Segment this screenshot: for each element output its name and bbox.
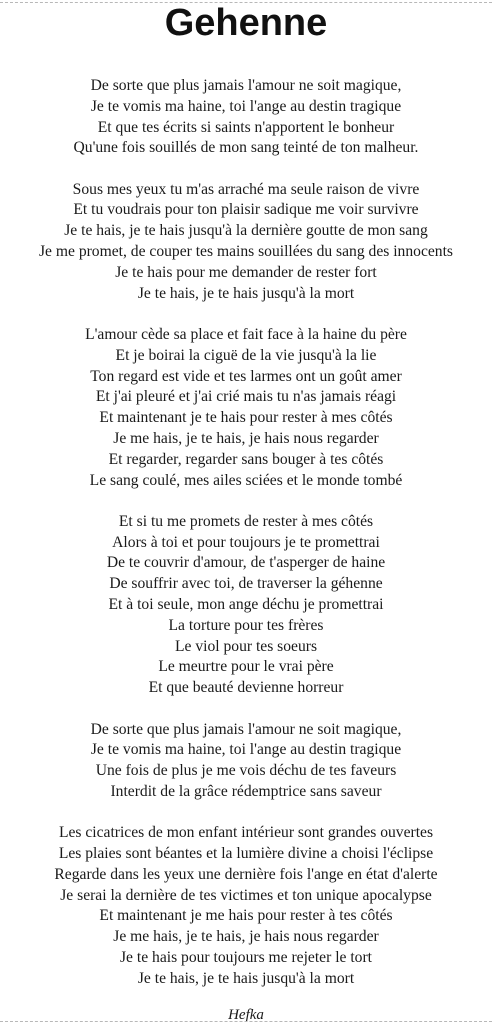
poem-line: Alors à toi et pour toujours je te promettrai — [112, 533, 380, 551]
poem-line: Interdit de la grâce rédemptrice sans saveur — [110, 782, 382, 800]
stanza-5 — [0, 720, 492, 803]
stanza-3 — [0, 325, 492, 491]
poem-line: Je te hais pour me demander de rester fort — [115, 263, 377, 281]
poem-line: De souffrir avec toi, de traverser la géhenne — [109, 575, 383, 593]
stanza-4 — [0, 512, 492, 699]
poem-line: De sorte que plus jamais l'amour ne soit magique, — [90, 720, 402, 738]
poem-title: Gehenne — [164, 2, 328, 44]
poem-line: Sous mes yeux tu m'as arraché ma seule raison de vivre — [72, 180, 420, 198]
poem-line: Les plaies sont béantes et la lumière divine a choisi l'éclipse — [58, 845, 434, 862]
poem-line: Et tu voudrais pour ton plaisir sadique me voir survivre — [73, 201, 419, 219]
stanza-6 — [0, 823, 492, 989]
stanza-1 — [0, 76, 492, 159]
poem-line: Je me hais, je te hais, je hais nous regarder — [113, 429, 379, 447]
poem-line: Je te hais, je te hais jusqu'à la dernière goutte de mon sang — [64, 222, 428, 240]
poem-author: Hefka — [228, 1007, 264, 1023]
poem-line: Et maintenant je te hais pour rester à mes côtés — [99, 409, 393, 427]
poem-line: Une fois de plus je me vois déchu de tes faveurs — [95, 762, 397, 780]
poem-line: Et que beauté devienne horreur — [148, 679, 344, 697]
bottom-dashed-border — [0, 1021, 492, 1022]
poem-line: Et à toi seule, mon ange déchu je promettrai — [108, 596, 384, 614]
poem-line: Je me hais, je te hais, je hais nous regarder — [113, 928, 379, 946]
poem-line: Le sang coulé, mes ailes sciées et le monde tombé — [89, 471, 403, 489]
stanza-2 — [0, 180, 492, 305]
poem-line: Je serai la dernière de tes victimes et ton unique apocalypse — [60, 886, 432, 904]
poem-line: Je te hais, je te hais jusqu'à la mort — [137, 969, 355, 987]
poem-body — [0, 76, 492, 990]
poem-line: Je te hais, je te hais jusqu'à la mort — [137, 284, 355, 302]
poem-line: La torture pour tes frères — [168, 616, 324, 634]
poem-line: Et j'ai pleuré et j'ai crié mais tu n'as jamais réagi — [95, 388, 397, 406]
poem-line: Je te vomis ma haine, toi l'ange au destin tragique — [90, 741, 402, 759]
poem-line: Qu'une fois souillés de mon sang teinté de ton malheur. — [73, 139, 419, 157]
poem-line: Je me promet, de couper tes mains souillées du sang des innocents — [38, 243, 453, 261]
poem-line: Et regarder, regarder sans bouger à tes côtés — [108, 450, 384, 468]
poem-line: Ton regard est vide et tes larmes ont un goût amer — [90, 367, 402, 385]
poem-line: Les cicatrices de mon enfant intérieur sont grandes ouvertes — [58, 824, 434, 842]
poem-line: De sorte que plus jamais l'amour ne soit magique, — [90, 77, 402, 94]
poem-line: De te couvrir d'amour, de t'asperger de haine — [106, 554, 386, 572]
poem-line: Je te hais pour toujours me rejeter le tort — [119, 948, 373, 966]
poem-line: L'amour cède sa place et fait face à la haine du père — [85, 325, 407, 343]
poem-line: Le viol pour tes soeurs — [174, 637, 318, 655]
poem-line: Et si tu me promets de rester à mes côtés — [118, 512, 374, 530]
poem-line: Le meurtre pour le vrai père — [158, 658, 334, 676]
poem-line: Et je boirai la ciguë de la vie jusqu'à la lie — [115, 346, 377, 364]
poem-line: Et maintenant je me hais pour rester à tes côtés — [99, 907, 393, 925]
poem-line: Et que tes écrits si saints n'apportent le bonheur — [97, 118, 395, 136]
poem-line: Regarde dans les yeux une dernière fois l'ange en état d'alerte — [54, 865, 438, 883]
poem-line: Je te vomis ma haine, toi l'ange au destin tragique — [90, 97, 402, 115]
